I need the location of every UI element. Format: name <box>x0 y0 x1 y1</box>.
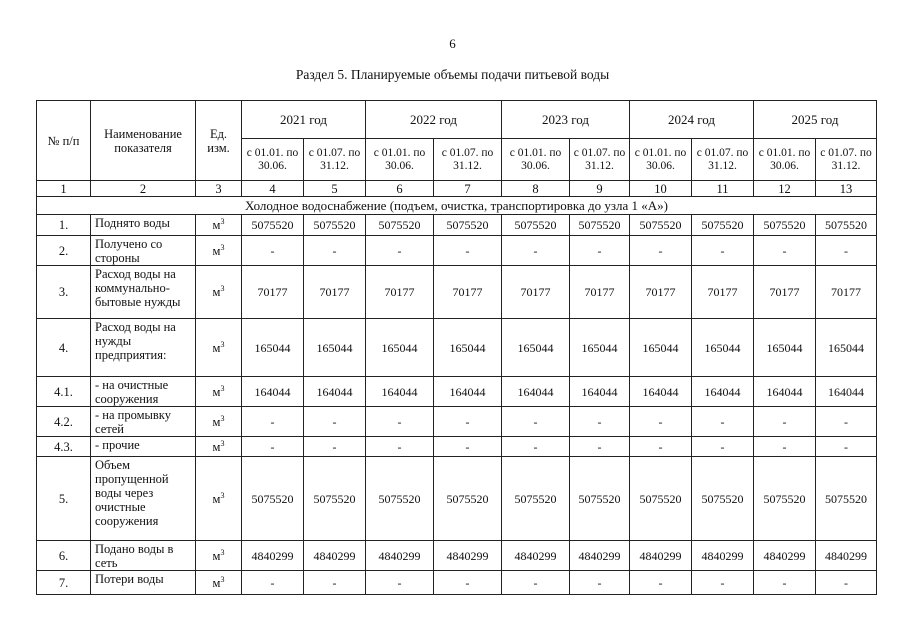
row-number: 5. <box>37 457 91 541</box>
column-number: 8 <box>502 181 570 197</box>
value-cell: 164044 <box>816 377 877 407</box>
value-cell: - <box>816 437 877 457</box>
value-cell: - <box>754 236 816 266</box>
header-period: с 01.07. по 31.12. <box>692 139 754 181</box>
table-body <box>37 101 877 595</box>
value-cell: 5075520 <box>816 215 877 236</box>
column-number: 5 <box>304 181 366 197</box>
table-row <box>37 541 877 571</box>
row-number: 4.1. <box>37 377 91 407</box>
value-cell: 70177 <box>630 266 692 319</box>
unit-superscript: 3 <box>220 547 225 557</box>
value-cell: - <box>692 571 754 595</box>
header-period: с 01.01. по 30.06. <box>630 139 692 181</box>
table-row <box>37 236 877 266</box>
value-cell: 5075520 <box>754 457 816 541</box>
value-cell: 5075520 <box>754 215 816 236</box>
value-cell: 5075520 <box>304 215 366 236</box>
value-cell: - <box>366 571 434 595</box>
header-period: с 01.01. по 30.06. <box>242 139 304 181</box>
value-cell: 165044 <box>502 319 570 377</box>
value-cell: 4840299 <box>434 541 502 571</box>
unit-base: м <box>212 218 221 232</box>
unit-superscript: 3 <box>220 216 225 226</box>
row-indicator-name: Подано воды в сеть <box>91 541 196 571</box>
value-cell: 5075520 <box>434 215 502 236</box>
value-cell: 70177 <box>502 266 570 319</box>
unit-superscript: 3 <box>220 383 225 393</box>
value-cell: 5075520 <box>366 215 434 236</box>
unit-base: м <box>212 384 221 399</box>
column-number: 2 <box>91 181 196 197</box>
row-number: 4.3. <box>37 437 91 457</box>
value-cell: 5075520 <box>570 457 630 541</box>
row-number: 7. <box>37 571 91 595</box>
value-cell: 165044 <box>692 319 754 377</box>
value-cell: - <box>816 236 877 266</box>
value-cell: 165044 <box>434 319 502 377</box>
value-cell: 164044 <box>630 377 692 407</box>
unit-superscript: 3 <box>220 574 225 584</box>
row-unit <box>196 236 242 266</box>
value-cell: - <box>816 571 877 595</box>
row-number: 3. <box>37 266 91 319</box>
value-cell: - <box>630 437 692 457</box>
value-cell: - <box>434 437 502 457</box>
value-cell: - <box>304 407 366 437</box>
column-number: 1 <box>37 181 91 197</box>
row-unit <box>196 319 242 377</box>
table-row <box>37 215 877 236</box>
value-cell: 4840299 <box>304 541 366 571</box>
header-period: с 01.01. по 30.06. <box>366 139 434 181</box>
value-cell: - <box>242 571 304 595</box>
header-year: 2023 год <box>502 101 630 139</box>
value-cell: - <box>502 407 570 437</box>
column-number-row <box>37 181 877 197</box>
value-cell: - <box>242 236 304 266</box>
value-cell: - <box>502 437 570 457</box>
value-cell: - <box>570 236 630 266</box>
value-cell: 165044 <box>570 319 630 377</box>
value-cell: - <box>570 407 630 437</box>
row-indicator-name: Получено со стороны <box>91 236 196 266</box>
value-cell: 4840299 <box>692 541 754 571</box>
value-cell: - <box>816 407 877 437</box>
unit-superscript: 3 <box>220 438 225 448</box>
water-supply-table <box>36 100 877 595</box>
value-cell: 5075520 <box>692 215 754 236</box>
unit-base: м <box>212 243 221 258</box>
row-unit <box>196 571 242 595</box>
header-period: с 01.07. по 31.12. <box>434 139 502 181</box>
value-cell: 5075520 <box>242 457 304 541</box>
value-cell: 5075520 <box>502 215 570 236</box>
value-cell: 70177 <box>754 266 816 319</box>
value-cell: - <box>434 571 502 595</box>
row-indicator-name: Потери воды <box>91 571 196 595</box>
row-unit <box>196 407 242 437</box>
value-cell: 164044 <box>754 377 816 407</box>
table-row <box>37 457 877 541</box>
value-cell: 165044 <box>754 319 816 377</box>
header-year: 2025 год <box>754 101 877 139</box>
value-cell: - <box>754 437 816 457</box>
value-cell: - <box>242 407 304 437</box>
value-cell: 70177 <box>816 266 877 319</box>
value-cell: 70177 <box>434 266 502 319</box>
unit-base: м <box>212 575 221 590</box>
value-cell: - <box>630 236 692 266</box>
header-period: с 01.01. по 30.06. <box>502 139 570 181</box>
value-cell: - <box>304 437 366 457</box>
header-period: с 01.07. по 31.12. <box>570 139 630 181</box>
column-number: 7 <box>434 181 502 197</box>
value-cell: - <box>434 407 502 437</box>
column-number: 4 <box>242 181 304 197</box>
header-row-years <box>37 101 877 139</box>
unit-superscript: 3 <box>220 413 225 423</box>
row-indicator-name: Расход воды на коммунально-бытовые нужды <box>91 266 196 319</box>
value-cell: - <box>754 571 816 595</box>
value-cell: 5075520 <box>692 457 754 541</box>
column-number: 12 <box>754 181 816 197</box>
row-indicator-name: Расход воды на нужды предприятия: <box>91 319 196 377</box>
value-cell: - <box>692 437 754 457</box>
value-cell: 70177 <box>570 266 630 319</box>
value-cell: - <box>242 437 304 457</box>
value-cell: 165044 <box>304 319 366 377</box>
value-cell: 5075520 <box>242 215 304 236</box>
value-cell: 164044 <box>434 377 502 407</box>
value-cell: 4840299 <box>242 541 304 571</box>
header-period: с 01.07. по 31.12. <box>304 139 366 181</box>
value-cell: - <box>754 407 816 437</box>
unit-superscript: 3 <box>220 283 225 293</box>
value-cell: - <box>304 236 366 266</box>
column-number: 9 <box>570 181 630 197</box>
row-unit <box>196 266 242 319</box>
table-row <box>37 319 877 377</box>
value-cell: - <box>434 236 502 266</box>
value-cell: 4840299 <box>366 541 434 571</box>
row-unit <box>196 541 242 571</box>
section-row <box>37 197 877 215</box>
row-number: 4. <box>37 319 91 377</box>
value-cell: 164044 <box>366 377 434 407</box>
value-cell: 5075520 <box>366 457 434 541</box>
unit-superscript: 3 <box>220 242 225 252</box>
page-number: 6 <box>449 36 456 51</box>
header-num: № п/п <box>37 101 91 181</box>
unit-base: м <box>212 491 221 506</box>
unit-base: м <box>212 439 221 454</box>
value-cell: 5075520 <box>304 457 366 541</box>
row-unit <box>196 437 242 457</box>
table-row <box>37 571 877 595</box>
header-period: с 01.01. по 30.06. <box>754 139 816 181</box>
unit-base: м <box>212 548 221 563</box>
value-cell: 165044 <box>816 319 877 377</box>
value-cell: 4840299 <box>816 541 877 571</box>
section-title: Раздел 5. Планируемые объемы подачи питьевой воды <box>295 67 610 82</box>
unit-superscript: 3 <box>220 490 225 500</box>
row-indicator-name: Объем пропущенной воды через очистные сооружения <box>91 457 196 541</box>
row-number: 4.2. <box>37 407 91 437</box>
value-cell: 5075520 <box>434 457 502 541</box>
header-period: с 01.07. по 31.12. <box>816 139 877 181</box>
value-cell: 4840299 <box>570 541 630 571</box>
value-cell: 70177 <box>304 266 366 319</box>
header-year: 2024 год <box>630 101 754 139</box>
section-row-cell: Холодное водоснабжение (подъем, очистка, транспортировка до узла 1 «А») <box>37 197 877 215</box>
value-cell: 5075520 <box>502 457 570 541</box>
value-cell: 70177 <box>692 266 754 319</box>
row-unit <box>196 457 242 541</box>
unit-base: м <box>212 285 221 299</box>
row-number: 1. <box>37 215 91 236</box>
value-cell: 4840299 <box>754 541 816 571</box>
header-year: 2022 год <box>366 101 502 139</box>
row-indicator-name: - на промывку сетей <box>91 407 196 437</box>
column-number: 3 <box>196 181 242 197</box>
row-indicator-name: - на очистные сооружения <box>91 377 196 407</box>
unit-superscript: 3 <box>220 339 225 349</box>
value-cell: 165044 <box>630 319 692 377</box>
value-cell: - <box>570 437 630 457</box>
table-row <box>37 266 877 319</box>
value-cell: - <box>692 407 754 437</box>
value-cell: - <box>692 236 754 266</box>
row-unit <box>196 377 242 407</box>
header-name: Наименование показателя <box>91 101 196 181</box>
column-number: 13 <box>816 181 877 197</box>
value-cell: 164044 <box>242 377 304 407</box>
column-number: 10 <box>630 181 692 197</box>
value-cell: 164044 <box>692 377 754 407</box>
value-cell: 5075520 <box>816 457 877 541</box>
table-row <box>37 377 877 407</box>
value-cell: 70177 <box>242 266 304 319</box>
row-number: 2. <box>37 236 91 266</box>
value-cell: 164044 <box>304 377 366 407</box>
table-row <box>37 407 877 437</box>
value-cell: - <box>630 571 692 595</box>
row-number: 6. <box>37 541 91 571</box>
value-cell: 164044 <box>570 377 630 407</box>
unit-base: м <box>212 414 221 429</box>
value-cell: - <box>502 236 570 266</box>
row-indicator-name: - прочие <box>91 437 196 457</box>
value-cell: 5075520 <box>630 457 692 541</box>
value-cell: 4840299 <box>630 541 692 571</box>
header-unit: Ед. изм. <box>196 101 242 181</box>
value-cell: - <box>502 571 570 595</box>
value-cell: - <box>366 407 434 437</box>
column-number: 6 <box>366 181 434 197</box>
unit-base: м <box>212 340 221 355</box>
value-cell: 4840299 <box>502 541 570 571</box>
value-cell: 164044 <box>502 377 570 407</box>
value-cell: - <box>630 407 692 437</box>
value-cell: 165044 <box>242 319 304 377</box>
row-indicator-name: Поднято воды <box>91 215 196 236</box>
table-row <box>37 437 877 457</box>
value-cell: 165044 <box>366 319 434 377</box>
value-cell: 5075520 <box>630 215 692 236</box>
row-unit <box>196 215 242 236</box>
value-cell: - <box>304 571 366 595</box>
value-cell: - <box>366 437 434 457</box>
column-number: 11 <box>692 181 754 197</box>
value-cell: - <box>570 571 630 595</box>
header-year: 2021 год <box>242 101 366 139</box>
value-cell: 70177 <box>366 266 434 319</box>
value-cell: 5075520 <box>570 215 630 236</box>
value-cell: - <box>366 236 434 266</box>
